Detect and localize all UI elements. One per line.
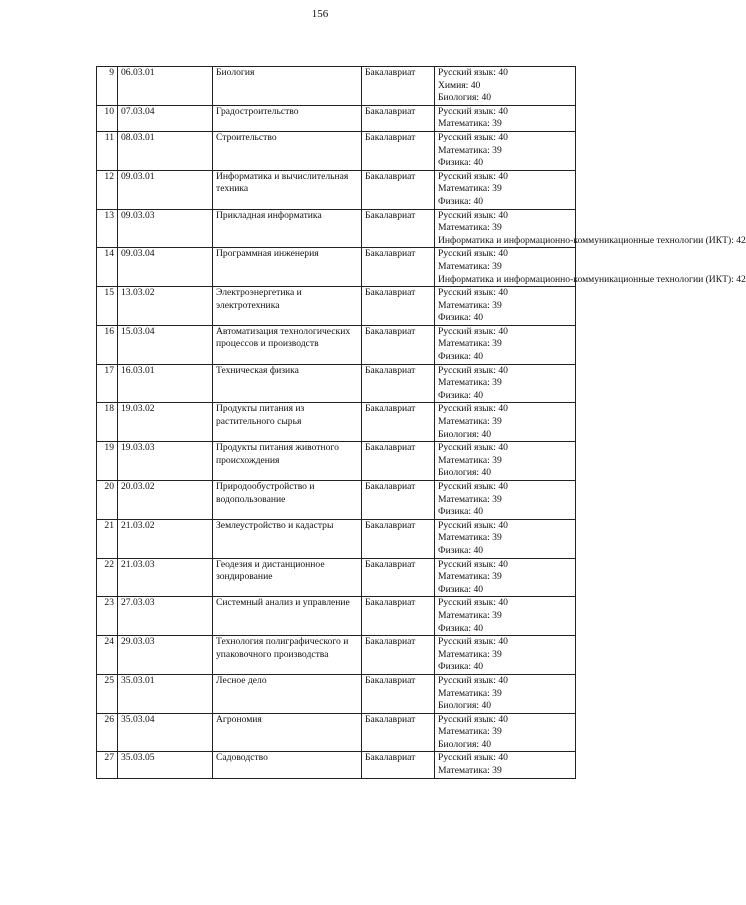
exam-requirements [435, 674, 576, 713]
exam-requirements [435, 287, 576, 326]
program-code: 13.03.02 [118, 287, 213, 326]
exam-requirement: Физика: 40 [438, 351, 484, 363]
table-row [97, 325, 576, 364]
row-number: 19 [97, 442, 118, 481]
table-row [97, 519, 576, 558]
exam-requirement: Русский язык: 40 [438, 67, 508, 78]
exam-requirements [435, 248, 746, 287]
exam-requirements [435, 325, 576, 364]
exam-requirement: Русский язык: 40 [438, 325, 508, 337]
exam-requirement: Русский язык: 40 [438, 713, 508, 725]
exam-requirements [435, 442, 576, 481]
exam-requirements [435, 209, 746, 248]
exam-requirement: Русский язык: 40 [438, 403, 508, 415]
exam-requirement: Физика: 40 [438, 389, 484, 401]
exam-requirement: Русский язык: 40 [438, 597, 508, 609]
program-code: 09.03.03 [118, 209, 213, 248]
table-row [97, 403, 576, 442]
exam-requirement: Русский язык: 40 [438, 364, 508, 376]
exam-requirement: Биология: 40 [438, 467, 492, 479]
exam-requirement: Русский язык: 40 [438, 519, 508, 531]
row-number: 13 [97, 209, 118, 248]
exam-requirement: Русский язык: 40 [438, 481, 508, 492]
exam-requirement: Математика: 39 [438, 118, 502, 130]
exam-requirement: Русский язык: 40 [438, 558, 508, 570]
program-code: 35.03.04 [118, 713, 213, 752]
exam-requirement: Русский язык: 40 [438, 170, 508, 182]
education-level: Бакалавриат [362, 481, 435, 520]
program-name: Садоводство [213, 752, 362, 778]
exam-requirements [435, 597, 576, 636]
row-number: 17 [97, 364, 118, 403]
exam-requirement: Информатика и информационно-коммуникационные технологии (ИКТ): 42 [438, 234, 746, 246]
exam-requirement: Математика: 39 [438, 687, 502, 699]
row-number: 16 [97, 325, 118, 364]
program-name: Землеустройство и кадастры [213, 519, 362, 558]
education-level: Бакалавриат [362, 325, 435, 364]
program-name: Электроэнергетика и электротехника [213, 287, 362, 326]
education-level: Бакалавриат [362, 713, 435, 752]
program-name: Градостроительство [213, 105, 362, 131]
exam-requirement: Математика: 39 [438, 183, 502, 195]
table-row [97, 442, 576, 481]
exam-requirement: Биология: 40 [438, 92, 492, 104]
program-name: Автоматизация технологических процессов и производств [213, 325, 362, 364]
exam-requirement: Математика: 39 [438, 260, 502, 272]
program-code: 06.03.01 [118, 67, 213, 106]
program-name: Техническая физика [213, 364, 362, 403]
table-row [97, 209, 576, 248]
exam-requirements [435, 636, 576, 675]
program-name: Информатика и вычислительная техника [213, 170, 362, 209]
admission-requirements-table [96, 66, 746, 779]
education-level: Бакалавриат [362, 287, 435, 326]
exam-requirement: Русский язык: 40 [438, 131, 508, 143]
education-level: Бакалавриат [362, 67, 435, 106]
exam-requirements [435, 67, 576, 106]
table-row [97, 105, 576, 131]
table-row [97, 713, 576, 752]
exam-requirements [435, 752, 576, 778]
row-number: 18 [97, 403, 118, 442]
exam-requirement: Математика: 39 [438, 609, 502, 621]
page-number: 156 [311, 8, 329, 20]
exam-requirements [435, 364, 576, 403]
exam-requirements [435, 170, 576, 209]
exam-requirement: Русский язык: 40 [438, 105, 508, 117]
exam-requirements [435, 558, 576, 597]
program-code: 16.03.01 [118, 364, 213, 403]
exam-requirements [435, 481, 576, 520]
table-row [97, 131, 576, 170]
exam-requirements [435, 713, 576, 752]
education-level: Бакалавриат [362, 364, 435, 403]
table-row [97, 170, 576, 209]
row-number: 15 [97, 287, 118, 326]
row-number: 12 [97, 170, 118, 209]
exam-requirement: Физика: 40 [438, 622, 484, 634]
exam-requirement: Биология: 40 [438, 700, 492, 712]
exam-requirement: Русский язык: 40 [438, 636, 508, 648]
program-code: 19.03.03 [118, 442, 213, 481]
exam-requirement: Русский язык: 40 [438, 287, 508, 299]
table-row [97, 674, 576, 713]
program-name: Биология [213, 67, 362, 106]
education-level: Бакалавриат [362, 442, 435, 481]
program-code: 09.03.01 [118, 170, 213, 209]
table-row [97, 558, 576, 597]
program-name: Прикладная информатика [213, 209, 362, 248]
exam-requirement: Математика: 39 [438, 532, 502, 544]
program-code: 35.03.05 [118, 752, 213, 778]
exam-requirement: Русский язык: 40 [438, 752, 508, 764]
table-row [97, 364, 576, 403]
program-name: Агрономия [213, 713, 362, 752]
exam-requirements [435, 131, 576, 170]
row-number: 10 [97, 105, 118, 131]
exam-requirement: Физика: 40 [438, 157, 484, 169]
program-name: Программная инженерия [213, 248, 362, 287]
education-level: Бакалавриат [362, 105, 435, 131]
education-level: Бакалавриат [362, 209, 435, 248]
row-number: 23 [97, 597, 118, 636]
row-number: 25 [97, 674, 118, 713]
education-level: Бакалавриат [362, 636, 435, 675]
row-number: 22 [97, 558, 118, 597]
program-code: 20.03.02 [118, 481, 213, 520]
program-code: 35.03.01 [118, 674, 213, 713]
exam-requirement: Математика: 39 [438, 222, 502, 234]
exam-requirement: Информатика и информационно-коммуникационные технологии (ИКТ): 42 [438, 273, 746, 285]
row-number: 27 [97, 752, 118, 778]
program-name: Системный анализ и управление [213, 597, 362, 636]
education-level: Бакалавриат [362, 170, 435, 209]
education-level: Бакалавриат [362, 248, 435, 287]
program-name: Продукты питания из растительного сырья [213, 403, 362, 442]
program-name: Продукты питания животного происхождения [213, 442, 362, 481]
program-code: 07.03.04 [118, 105, 213, 131]
exam-requirement: Математика: 39 [438, 144, 502, 156]
exam-requirement: Математика: 39 [438, 765, 502, 777]
education-level: Бакалавриат [362, 752, 435, 778]
table-row [97, 481, 576, 520]
row-number: 9 [97, 67, 118, 106]
exam-requirement: Математика: 39 [438, 299, 502, 311]
table-row [97, 597, 576, 636]
exam-requirement: Физика: 40 [438, 544, 484, 556]
program-name: Технология полиграфического и упаковочного производства [213, 636, 362, 675]
row-number: 26 [97, 713, 118, 752]
table-body [97, 67, 746, 779]
row-number: 21 [97, 519, 118, 558]
exam-requirements [435, 403, 576, 442]
exam-requirement: Математика: 39 [438, 454, 502, 466]
program-name: Природообустройство и водопользование [213, 481, 362, 520]
program-code: 15.03.04 [118, 325, 213, 364]
program-name: Строительство [213, 131, 362, 170]
row-number: 11 [97, 131, 118, 170]
table-row [97, 752, 576, 778]
exam-requirement: Русский язык: 40 [438, 209, 508, 221]
program-code: 08.03.01 [118, 131, 213, 170]
exam-requirement: Математика: 39 [438, 377, 502, 389]
row-number: 14 [97, 248, 118, 287]
education-level: Бакалавриат [362, 131, 435, 170]
exam-requirement: Русский язык: 40 [438, 674, 508, 686]
program-code: 29.03.03 [118, 636, 213, 675]
table-row [97, 636, 576, 675]
program-name: Лесное дело [213, 674, 362, 713]
table-row [97, 248, 576, 287]
education-level: Бакалавриат [362, 597, 435, 636]
row-number: 20 [97, 481, 118, 520]
exam-requirement: Математика: 39 [438, 416, 502, 428]
exam-requirements [435, 519, 576, 558]
program-name: Геодезия и дистанционное зондирование [213, 558, 362, 597]
program-code: 19.03.02 [118, 403, 213, 442]
exam-requirement: Русский язык: 40 [438, 442, 508, 454]
table-row [97, 287, 576, 326]
exam-requirement: Физика: 40 [438, 583, 484, 595]
exam-requirement: Физика: 40 [438, 195, 484, 207]
exam-requirement: Математика: 39 [438, 338, 502, 350]
program-code: 21.03.03 [118, 558, 213, 597]
exam-requirement: Математика: 39 [438, 571, 502, 583]
row-number: 24 [97, 636, 118, 675]
education-level: Бакалавриат [362, 558, 435, 597]
exam-requirement: Физика: 40 [438, 506, 484, 518]
program-code: 27.03.03 [118, 597, 213, 636]
exam-requirement: Химия: 40 [438, 79, 481, 91]
exam-requirement: Математика: 39 [438, 726, 502, 738]
exam-requirement: Математика: 39 [438, 648, 502, 660]
exam-requirement: Физика: 40 [438, 312, 484, 324]
exam-requirements [435, 105, 576, 131]
education-level: Бакалавриат [362, 403, 435, 442]
exam-requirement: Физика: 40 [438, 661, 484, 673]
program-code: 21.03.02 [118, 519, 213, 558]
program-code: 09.03.04 [118, 248, 213, 287]
exam-requirement: Биология: 40 [438, 428, 492, 440]
education-level: Бакалавриат [362, 519, 435, 558]
exam-requirement: Биология: 40 [438, 738, 492, 750]
exam-requirement: Математика: 39 [438, 493, 502, 505]
table-row [97, 67, 576, 106]
education-level: Бакалавриат [362, 674, 435, 713]
exam-requirement: Русский язык: 40 [438, 248, 508, 260]
